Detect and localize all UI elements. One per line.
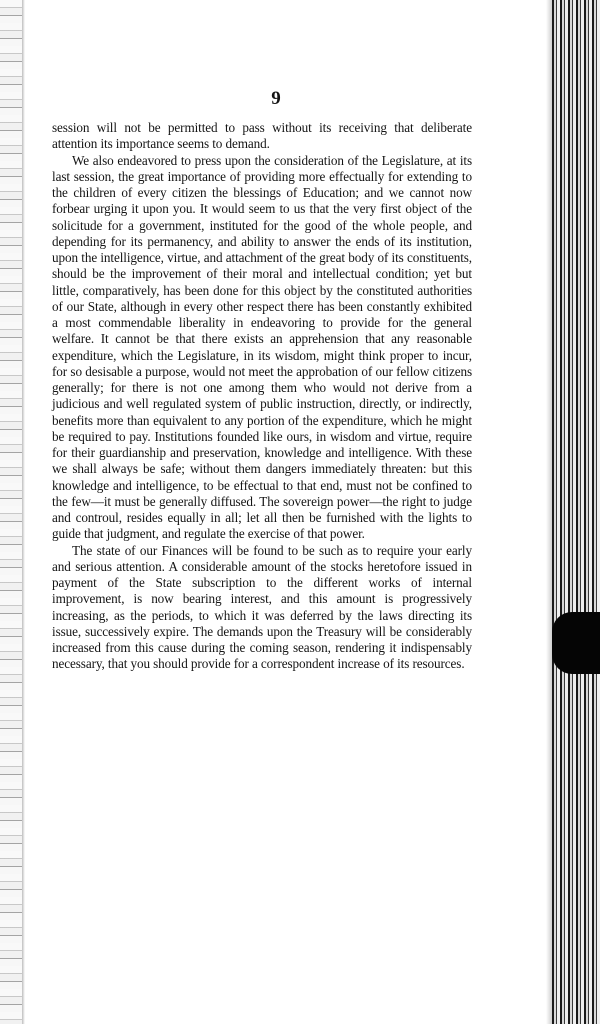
paragraph-finances: The state of our Finances will be found to be such as to require your early and serious attention. A considerable amount of the stocks heretofore issued in payment of the State subscription to the different works of internal improvement, is now bearing interest, and this amount is progressively increasing, as the periods, to which it was deferred by the laws directing its issue, successively expire. The demands upon the Treasury will be considerably increased from this cause during the coming season, rendering it indispensably necessary, that you should provide for a correspondent increase of its resources. <box>52 542 472 672</box>
document-page <box>52 88 472 673</box>
scan-left-shadow <box>22 0 25 1024</box>
paragraph-continuation: session will not be permitted to pass without its receiving that deliberate attention its importance seems to demand. <box>52 120 472 152</box>
scan-right-edge <box>552 0 600 1024</box>
scan-left-edge <box>0 0 22 1024</box>
paragraph-education: We also endeavored to press upon the consideration of the Legislature, at its last session, the great importance of providing more effectually for extending to the children of every citizen the blessings of Education; and we cannot now forbear urging it upon you. It would seem to us that the very first object of the solicitude for a government, instituted for the good of the whole people, and depending for its permanency, and ability to answer the ends of its institution, upon the intelligence, virtue, and attachment of the great body of its constituents, should be the improvement of their moral and intellectual condition; yet but little, comparatively, has been done for this object by the constituted authorities of our State, although in every other respect there has been constantly exhibited a most commendable liberality in endeavoring to provide for the general welfare. It cannot be that there exists an apprehension that any reasonable expenditure, which the Legislature, in its wisdom, might think proper to incur, for so desisable a purpose, would not meet the approbation of our fellow citizens generally; for there is not one among them who would not derive from a judicious and well regulated system of public instruction, directly, or indirectly, benefits more than equivalent to any portion of the expenditure, which he might be required to pay. Institutions founded like ours, in wisdom and virtue, require for their guardianship and preservation, knowledge and intelligence. With these we shall always be safe; without them dangers immediately threaten: but this knowledge and intelligence, to be effectual to that end, must not be confined to the few—it must be generally diffused. The sovereign power—the right to judge and controul, resides equally in all; let all then be furnished with the lights to guide that judgment, and regulate the exercise of that power. <box>52 152 472 542</box>
page-number: 9 <box>271 88 281 109</box>
body-text <box>52 120 472 673</box>
scan-binding-clip <box>552 612 600 674</box>
